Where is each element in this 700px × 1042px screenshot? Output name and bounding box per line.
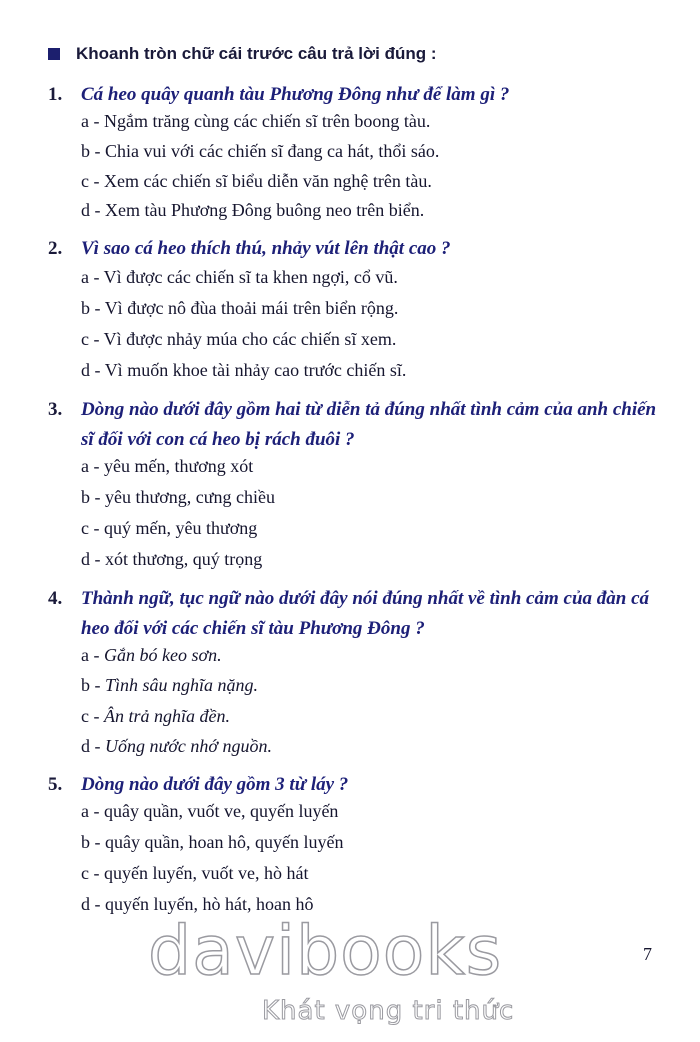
instruction-heading <box>48 44 437 64</box>
option-letter: d - <box>81 549 101 569</box>
option-letter: b - <box>81 832 101 852</box>
option-text: Tình sâu nghĩa nặng. <box>105 675 259 695</box>
option-text: Uống nước nhớ nguồn. <box>105 736 273 756</box>
option-letter: d - <box>81 894 101 914</box>
option-3a[interactable] <box>81 456 253 477</box>
option-text: Ngắm trăng cùng các chiến sĩ trên boong tàu. <box>103 111 431 131</box>
option-letter: d - <box>81 200 101 220</box>
option-letter: a - <box>81 801 100 821</box>
option-1d[interactable] <box>81 200 424 221</box>
option-1c[interactable] <box>81 171 432 192</box>
option-2a[interactable] <box>81 267 398 288</box>
option-5b[interactable] <box>81 832 343 853</box>
question-number: 2. <box>48 238 63 259</box>
watermark-brand: davibooks <box>148 912 503 991</box>
option-letter: b - <box>81 675 101 695</box>
option-text: Vì được các chiến sĩ ta khen ngợi, cổ vũ. <box>103 267 398 287</box>
option-letter: c - <box>81 863 100 883</box>
option-letter: c - <box>81 171 100 191</box>
option-text: yêu mến, thương xót <box>103 456 254 476</box>
option-text: Xem tàu Phương Đông buông neo trên biển. <box>105 200 425 220</box>
option-text: Xem các chiến sĩ biểu diễn văn nghệ trên tàu. <box>103 171 432 191</box>
option-3d[interactable] <box>81 549 262 570</box>
option-letter: b - <box>81 298 101 318</box>
option-letter: b - <box>81 141 101 161</box>
option-text: Vì muốn khoe tài nhảy cao trước chiến sĩ. <box>104 360 407 380</box>
option-2b[interactable] <box>81 298 398 319</box>
option-letter: c - <box>81 518 100 538</box>
option-letter: d - <box>81 360 101 380</box>
option-letter: a - <box>81 645 100 665</box>
instruction-text: Khoanh tròn chữ cái trước câu trả lời đúng : <box>76 44 437 63</box>
option-text: quý mến, yêu thương <box>103 518 258 538</box>
option-5a[interactable] <box>81 801 338 822</box>
option-text: yêu thương, cưng chiều <box>105 487 275 507</box>
page-number: 7 <box>643 944 652 964</box>
option-letter: b - <box>81 487 101 507</box>
question-number: 5. <box>48 774 63 795</box>
question-number: 1. <box>48 84 63 105</box>
question-number: 3. <box>48 399 63 420</box>
question-3 <box>48 395 660 455</box>
option-2d[interactable] <box>81 360 406 381</box>
question-2 <box>48 234 660 264</box>
option-letter: a - <box>81 267 100 287</box>
option-3c[interactable] <box>81 518 257 539</box>
option-text: quyến luyến, hò hát, hoan hô <box>105 894 314 914</box>
option-4b[interactable] <box>81 675 258 696</box>
question-text: Cá heo quây quanh tàu Phương Đông như để làm gì ? <box>81 84 510 105</box>
option-text: Ân trả nghĩa đền. <box>103 706 230 726</box>
option-4c[interactable] <box>81 706 230 727</box>
question-text: Dòng nào dưới đây gồm 3 từ láy ? <box>81 774 349 795</box>
option-4d[interactable] <box>81 736 272 757</box>
question-text: Dòng nào dưới đây gồm hai từ diễn tả đúng nhất tình cảm của anh chiến sĩ đối với con cá heo bị rách đuôi ? <box>81 399 657 450</box>
option-text: quây quần, hoan hô, quyến luyến <box>105 832 344 852</box>
option-1a[interactable] <box>81 111 430 132</box>
option-text: xót thương, quý trọng <box>105 549 263 569</box>
option-letter: d - <box>81 736 101 756</box>
question-5 <box>48 770 660 800</box>
option-letter: a - <box>81 456 100 476</box>
option-letter: c - <box>81 706 100 726</box>
option-4a[interactable] <box>81 645 222 666</box>
question-text: Thành ngữ, tục ngữ nào dưới đây nói đúng nhất về tình cảm của đàn cá heo đối với các chiến sĩ tàu Phương Đông ? <box>81 588 650 639</box>
option-5c[interactable] <box>81 863 308 884</box>
option-text: Vì được nhảy múa cho các chiến sĩ xem. <box>103 329 397 349</box>
question-4 <box>48 584 660 644</box>
option-text: Chia vui với các chiến sĩ đang ca hát, thổi sáo. <box>105 141 440 161</box>
option-1b[interactable] <box>81 141 439 162</box>
option-text: quây quần, vuốt ve, quyến luyến <box>103 801 339 821</box>
option-letter: c - <box>81 329 100 349</box>
question-1 <box>48 80 660 110</box>
option-text: quyến luyến, vuốt ve, hò hát <box>103 863 309 883</box>
option-text: Vì được nô đùa thoải mái trên biển rộng. <box>104 298 399 318</box>
bullet-square-icon <box>48 48 60 60</box>
option-text: Gắn bó keo sơn. <box>103 645 222 665</box>
watermark-slogan: Khát vọng tri thức <box>262 996 515 1026</box>
option-letter: a - <box>81 111 100 131</box>
question-text: Vì sao cá heo thích thú, nhảy vút lên thật cao ? <box>81 238 451 259</box>
option-3b[interactable] <box>81 487 275 508</box>
question-number: 4. <box>48 588 63 609</box>
option-2c[interactable] <box>81 329 396 350</box>
